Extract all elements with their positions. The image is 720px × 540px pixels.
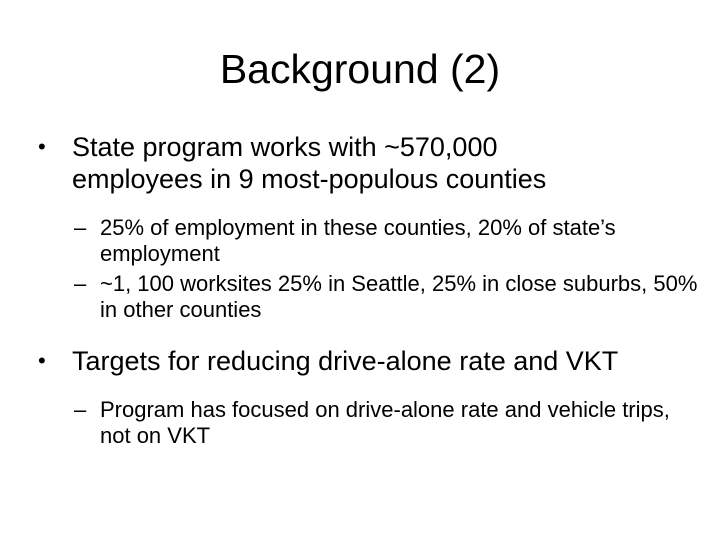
bullet-item xyxy=(36,345,672,377)
sub-bullet-item xyxy=(36,397,680,449)
sub-bullet-marker: – xyxy=(74,271,87,296)
bullet-text: Targets for reducing drive-alone rate and VKT xyxy=(72,346,619,376)
sub-bullet-list xyxy=(36,215,696,323)
sub-bullet-item xyxy=(36,215,680,267)
bullet-item xyxy=(36,131,632,195)
slide-title: Background (2) xyxy=(219,46,501,92)
sub-bullet-text: Program has focused on drive-alone rate and vehicle trips, not on VKT xyxy=(100,397,670,448)
bullet-marker: • xyxy=(38,348,46,373)
bullet-marker: • xyxy=(38,134,46,159)
slide-body xyxy=(36,131,696,449)
bullet-text: State program works with ~570,000 employees in 9 most-populous counties xyxy=(72,132,547,194)
sub-bullet-list xyxy=(36,397,696,449)
sub-bullet-marker: – xyxy=(74,397,87,422)
sub-bullet-marker: – xyxy=(74,215,87,240)
sub-bullet-text: ~1, 100 worksites 25% in Seattle, 25% in close suburbs, 50% in other counties xyxy=(100,271,698,322)
sub-bullet-text: 25% of employment in these counties, 20% of state’s employment xyxy=(100,215,616,266)
sub-bullet-item xyxy=(36,271,700,323)
